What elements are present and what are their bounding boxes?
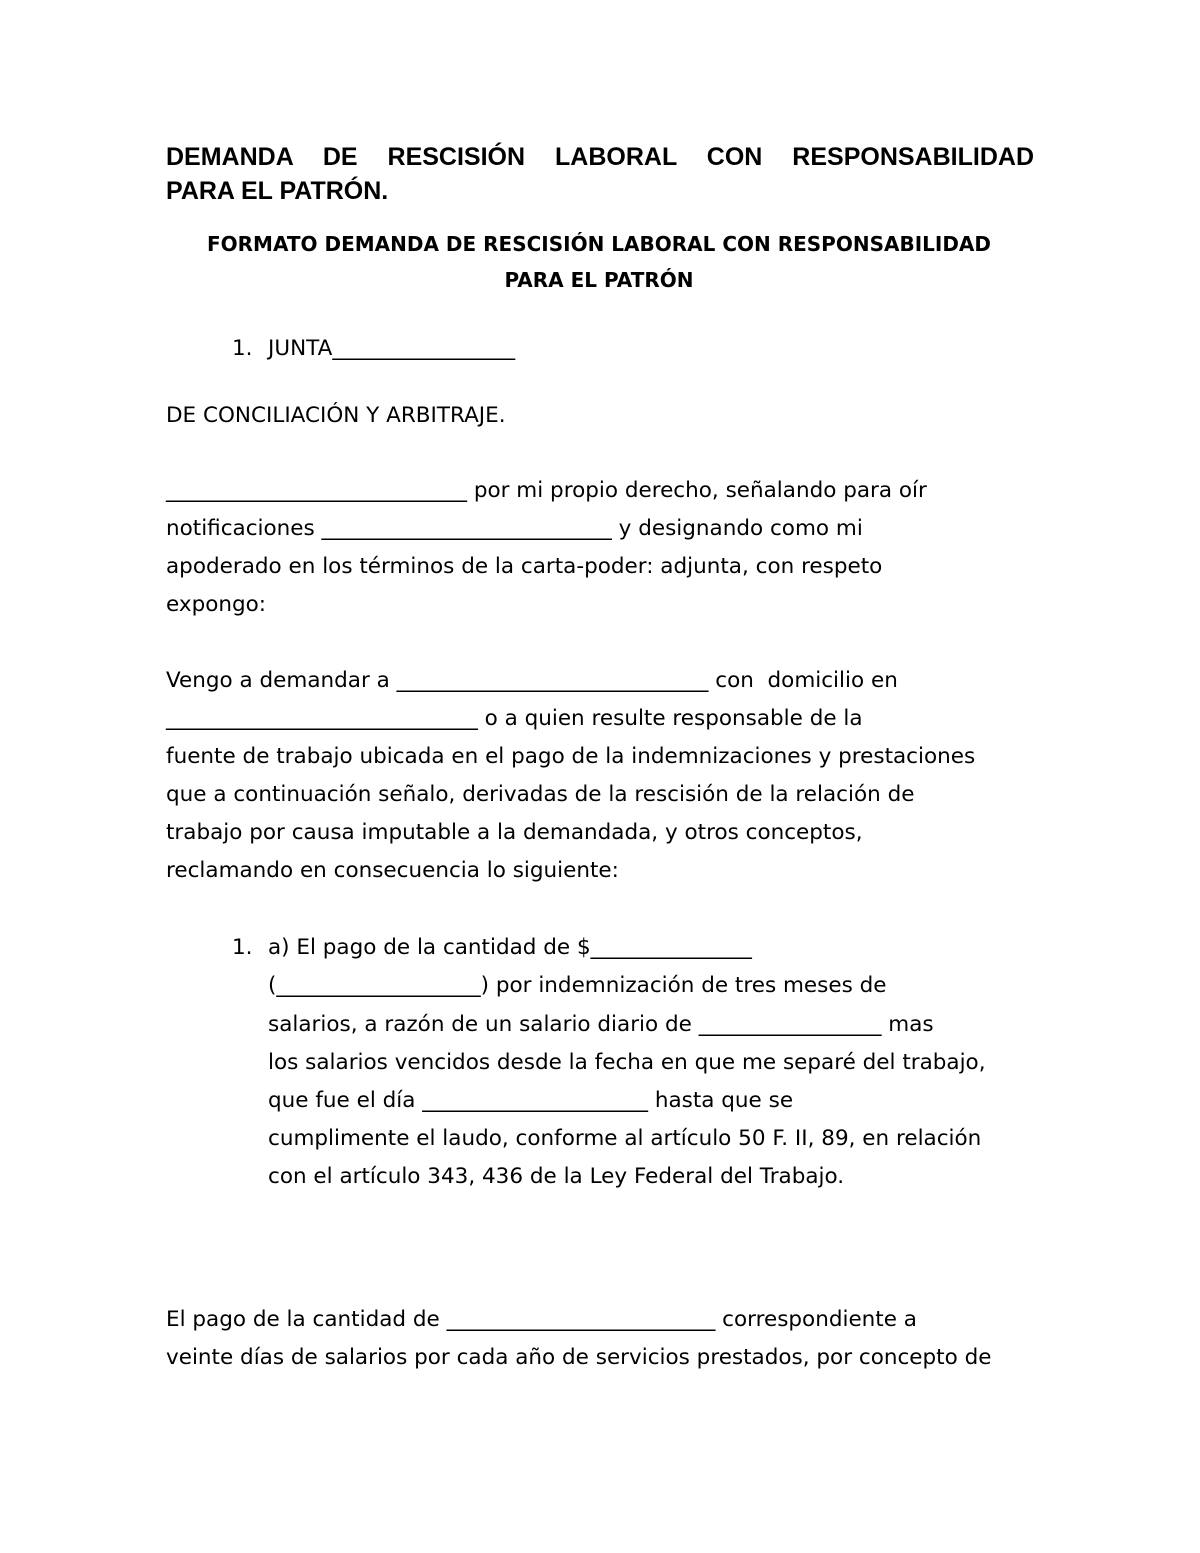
junta-line: JUNTA_________________ <box>268 336 516 361</box>
demanda-line: que a continuación señalo, derivadas de la rescisión de la relación de <box>166 782 915 807</box>
title-line-2: PARA EL PATRÓN. <box>166 177 389 205</box>
claim-item-line: los salarios vencidos desde la fecha en que me separé del trabajo, <box>268 1050 986 1075</box>
demanda-line: trabajo por causa imputable a la demandada, y otros conceptos, <box>166 820 863 845</box>
claim-item-line: cumplimente el laudo, conforme al artículo 50 F. II, 89, en relación <box>268 1126 982 1151</box>
subtitle-line-2: PARA EL PATRÓN <box>504 268 694 292</box>
demanda-line: Vengo a demandar a _____________________________ con domicilio en <box>166 668 898 693</box>
demanda-line: reclamando en consecuencia lo siguiente: <box>166 858 619 883</box>
document-title <box>166 140 1034 208</box>
demanda-line: fuente de trabajo ubicada en el pago de la indemnizaciones y prestaciones <box>166 744 976 769</box>
pago-line: El pago de la cantidad de _________________________ correspondiente a <box>166 1307 917 1332</box>
claim-item-line: a) El pago de la cantidad de $_______________ <box>268 935 752 960</box>
document-subtitle <box>166 226 1032 298</box>
intro-line: notificaciones ___________________________ y designando como mi <box>166 516 863 541</box>
claim-item-line: que fue el día _____________________ hasta que se <box>268 1088 794 1113</box>
claim-item-line: salarios, a razón de un salario diario de _________________ mas <box>268 1012 934 1037</box>
claim-item-number: 1. <box>232 935 253 960</box>
conciliacion-line: DE CONCILIACIÓN Y ARBITRAJE. <box>166 403 506 428</box>
pago-line: veinte días de salarios por cada año de servicios prestados, por concepto de <box>166 1345 992 1370</box>
intro-line: apoderado en los términos de la carta-poder: adjunta, con respeto <box>166 554 883 579</box>
intro-line: expongo: <box>166 592 267 617</box>
intro-line: ____________________________ por mi propio derecho, señalando para oír <box>166 478 927 503</box>
claim-item-line: (___________________) por indemnización de tres meses de <box>268 973 887 998</box>
subtitle-line-1: FORMATO DEMANDA DE RESCISIÓN LABORAL CON RESPONSABILIDAD <box>206 232 992 256</box>
claim-item-line: con el artículo 343, 436 de la Ley Federal del Trabajo. <box>268 1164 845 1189</box>
demanda-line: _____________________________ o a quien resulte responsable de la <box>166 706 863 731</box>
title-line-1: DEMANDA DE RESCISIÓN LABORAL CON RESPONSABILIDAD <box>166 143 1034 171</box>
junta-list-number: 1. <box>232 336 253 361</box>
